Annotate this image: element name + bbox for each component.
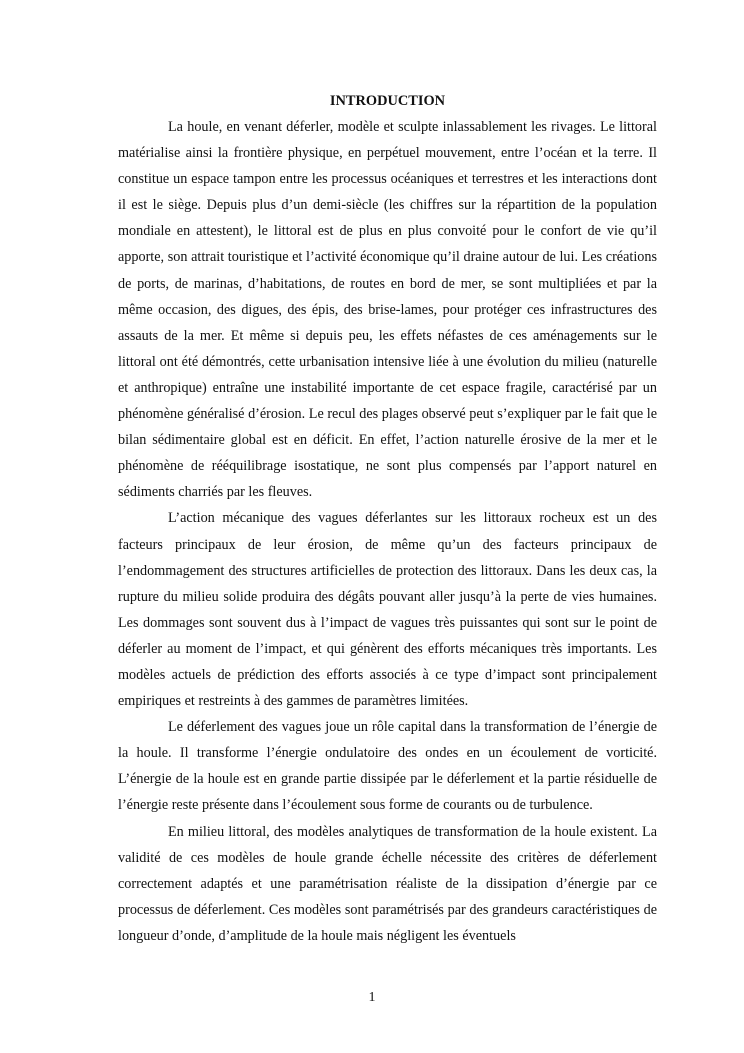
page-number: 1 xyxy=(368,990,376,1005)
document-page xyxy=(118,88,657,949)
paragraph-2: L’action mécanique des vagues déferlantes sur les littoraux rocheux est un des facteurs principaux de leur érosion, de même qu’un des facteurs principaux de l’endommagement des structures artificielles de protection des littoraux. Dans les deux cas, la rupture du milieu solide produira des dégâts pouvant aller jusqu’à la perte de vies humaines. Les dommages sont souvent dus à l’impact de vagues très puissantes qui sont sur le point de déferler au moment de l’impact, et qui génèrent des efforts mécaniques très importants. Les modèles actuels de prédiction des efforts associés à ce type d’impact sont principalement empiriques et restreints à des gammes de paramètres limitées. xyxy=(118,510,657,710)
paragraph-1: La houle, en venant déferler, modèle et sculpte inlassablement les rivages. Le littoral matérialise ainsi la frontière physique, en perpétuel mouvement, entre l’océan et la terre. Il constitue un espace tampon entre les processus océaniques et terrestres et les interactions dont il est le siège. Depuis plus d’un demi-siècle (les chiffres sur la répartition de la population mondiale en attestent), le littoral est de plus en plus convoité pour le confort de vie qu’il apporte, son attrait touristique et l’activité économique qu’il draine autour de lui. Les créations de ports, de marinas, d’habitations, de routes en bord de mer, se sont multipliées et par la même occasion, des digues, des épis, des brise-lames, pour protéger ces infrastructures des assauts de la mer. Et même si depuis peu, les effets néfastes de ces aménagements sur le littoral ont été démontrés, cette urbanisation intensive liée à une évolution du milieu (naturelle et anthropique) entraîne une instabilité importante de cet espace fragile, caractérisé par un phénomène généralisé d’érosion. Le recul des plages observé peut s’expliquer par le fait que le bilan sédimentaire global est en déficit. En effet, l’action naturelle érosive de la mer et le phénomène de rééquilibrage isostatique, ne sont plus compensés par l’apport naturel en sédiments charriés par les fleuves. xyxy=(118,119,657,501)
section-title: INTRODUCTION xyxy=(329,93,446,109)
paragraph-4: En milieu littoral, des modèles analytiques de transformation de la houle existent. La validité de ces modèles de houle grande échelle nécessite des critères de déferlement correctement adaptés et une paramétrisation réaliste de la dissipation d’énergie par ce processus de déferlement. Ces modèles sont paramétrisés par des grandeurs caractéristiques de longueur d’onde, d’amplitude de la houle mais négligent les éventuels xyxy=(118,823,657,944)
paragraph-3: Le déferlement des vagues joue un rôle capital dans la transformation de l’énergie de la houle. Il transforme l’énergie ondulatoire des ondes en un écoulement de vorticité. L’énergie de la houle est en grande partie dissipée par le déferlement et la partie résiduelle de l’énergie reste présente dans l’écoulement sous forme de courants ou de turbulence. xyxy=(118,719,657,814)
